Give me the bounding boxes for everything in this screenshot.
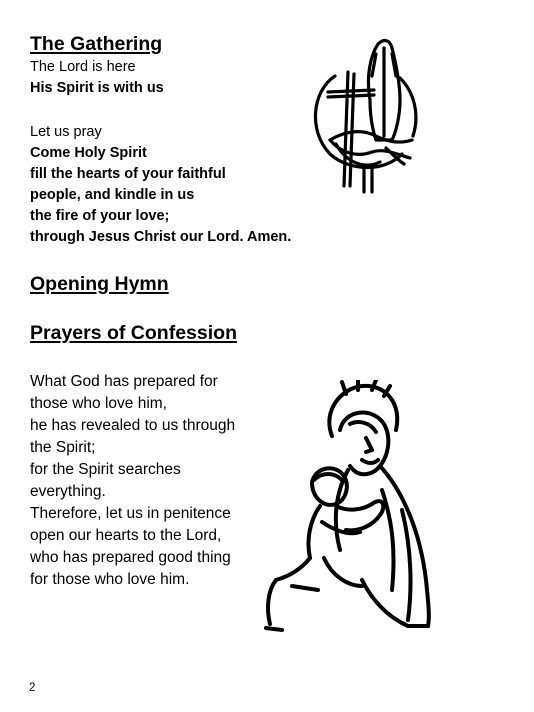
prayer-line: Come Holy Spirit (30, 145, 147, 161)
confession-line: the Spirit; (30, 439, 96, 456)
opening-hymn-heading: Opening Hymn (30, 273, 169, 295)
prayer-intro-line: Let us pray (30, 124, 102, 140)
praying-hands-cross-dove-icon (300, 36, 430, 196)
leader-line: The Lord is here (30, 59, 136, 75)
confession-heading: Prayers of Confession (30, 322, 237, 344)
prayer-line: through Jesus Christ our Lord. Amen. (30, 229, 292, 245)
jesus-embracing-child-icon (262, 380, 442, 635)
confession-line: Therefore, let us in penitence (30, 505, 231, 522)
confession-line: for the Spirit searches (30, 461, 181, 478)
gathering-heading: The Gathering (30, 33, 163, 55)
confession-line: those who love him, (30, 395, 167, 412)
confession-line: who has prepared good thing (30, 549, 231, 566)
confession-line: open our hearts to the Lord, (30, 527, 222, 544)
confession-line: for those who love him. (30, 571, 190, 588)
response-line: His Spirit is with us (30, 80, 164, 96)
page-number: 2 (29, 682, 36, 694)
confession-line: everything. (30, 483, 106, 500)
prayer-line: the fire of your love; (30, 208, 170, 224)
confession-line: What God has prepared for (30, 373, 218, 390)
confession-line: he has revealed to us through (30, 417, 236, 434)
prayer-line: people, and kindle in us (30, 187, 195, 203)
prayer-line: fill the hearts of your faithful (30, 166, 226, 182)
